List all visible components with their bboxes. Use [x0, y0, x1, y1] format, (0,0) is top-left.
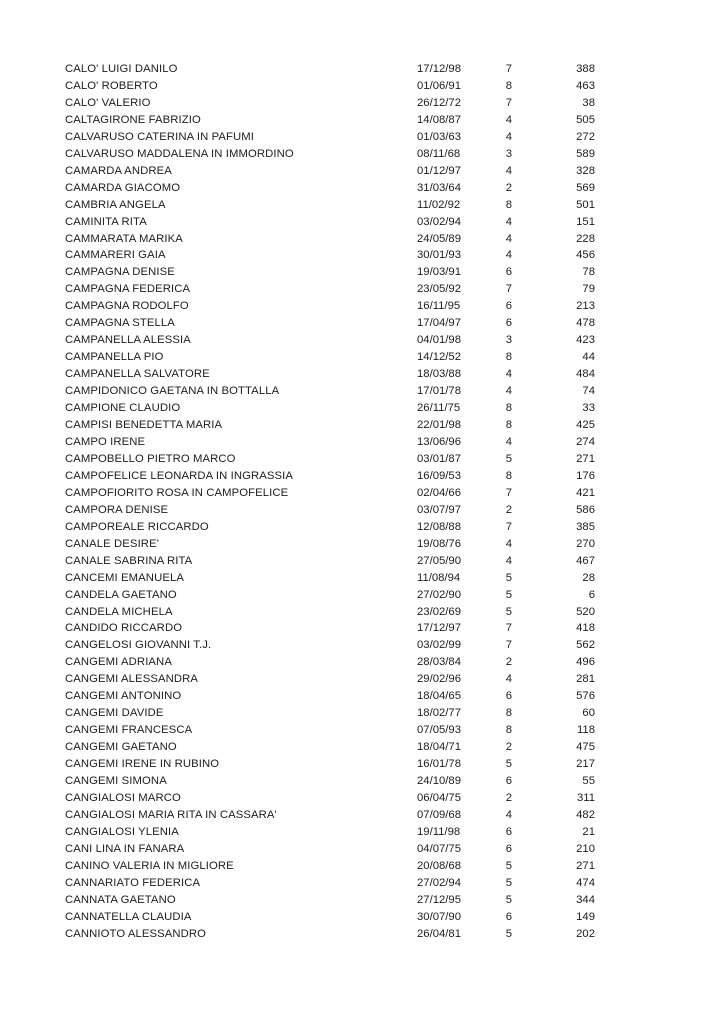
section-number: 8	[505, 198, 512, 211]
person-name: CANGEMI GAETANO	[65, 741, 177, 754]
birth-date: 11/08/94	[417, 571, 461, 584]
birth-date: 12/08/88	[417, 520, 461, 533]
person-name: CALO' LUIGI DANILO	[65, 63, 178, 75]
person-name: CAMPANELLA ALESSIA	[65, 334, 191, 347]
section-number: 4	[505, 368, 512, 381]
person-name: CALVARUSO CATERINA IN PAFUMI	[65, 130, 255, 143]
table-row	[65, 909, 595, 926]
person-name: CANNARIATO FEDERICA	[65, 876, 201, 889]
section-number: 6	[505, 690, 512, 703]
list-number: 474	[576, 876, 595, 889]
table-row	[65, 61, 595, 78]
person-name: CAMPOFIORITO ROSA IN CAMPOFELICE	[65, 486, 289, 499]
section-number: 2	[505, 181, 512, 194]
person-name: CANGEMI ANTONINO	[65, 690, 182, 703]
person-name: CANGEMI SIMONA	[65, 775, 167, 788]
person-name: CANGIALOSI MARIA RITA IN CASSARA'	[65, 808, 277, 821]
table-row	[65, 78, 595, 95]
table-row	[65, 519, 595, 536]
section-number: 8	[505, 79, 512, 92]
list-number: 281	[576, 673, 595, 686]
section-number: 5	[505, 859, 512, 872]
birth-date: 18/04/71	[417, 741, 461, 754]
section-number: 5	[505, 571, 512, 584]
list-number: 74	[582, 385, 595, 398]
list-number: 38	[582, 96, 595, 109]
list-number: 475	[576, 741, 595, 754]
person-name: CANNATELLA CLAUDIA	[65, 910, 192, 923]
birth-date: 06/04/75	[417, 791, 461, 804]
birth-date: 18/04/65	[417, 690, 461, 703]
birth-date: 16/11/95	[417, 300, 461, 313]
birth-date: 20/08/68	[417, 859, 461, 872]
list-number: 421	[576, 486, 595, 499]
table-row	[65, 146, 595, 163]
person-name: CANGEMI ALESSANDRA	[65, 673, 199, 686]
table-row	[65, 790, 595, 807]
birth-date: 03/02/94	[417, 215, 461, 228]
table-row	[65, 485, 595, 502]
section-number: 2	[505, 503, 512, 516]
birth-date: 27/02/94	[417, 876, 461, 889]
person-name: CAMPIDONICO GAETANA IN BOTTALLA	[65, 385, 280, 398]
list-number: 6	[588, 588, 595, 601]
records-table	[65, 61, 595, 943]
person-name: CAMPOFELICE LEONARDA IN INGRASSIA	[65, 469, 294, 482]
birth-date: 28/03/84	[417, 656, 461, 669]
person-name: CAMPAGNA FEDERICA	[65, 283, 191, 296]
person-name: CANCEMI EMANUELA	[65, 571, 184, 584]
list-number: 78	[582, 266, 595, 279]
birth-date: 30/07/90	[417, 910, 461, 923]
birth-date: 17/04/97	[417, 317, 461, 330]
table-row	[65, 502, 595, 519]
birth-date: 01/03/63	[417, 130, 461, 143]
section-number: 4	[505, 113, 512, 126]
birth-date: 03/07/97	[417, 503, 461, 516]
list-number: 118	[576, 724, 595, 737]
list-number: 79	[582, 283, 595, 296]
table-row	[65, 434, 595, 451]
person-name: CANGEMI DAVIDE	[65, 707, 164, 720]
list-number: 463	[576, 79, 595, 92]
table-row	[65, 807, 595, 824]
list-number: 478	[576, 317, 595, 330]
person-name: CANNATA GAETANO	[65, 893, 176, 906]
person-name: CAMPANELLA PIO	[65, 351, 164, 364]
list-number: 33	[582, 402, 595, 415]
list-number: 55	[582, 775, 595, 788]
table-row	[65, 688, 595, 705]
section-number: 6	[505, 300, 512, 313]
person-name: CANALE DESIRE'	[65, 537, 159, 550]
person-name: CANGIALOSI MARCO	[65, 791, 181, 804]
birth-date: 17/01/78	[417, 385, 461, 398]
list-number: 482	[576, 808, 595, 821]
list-number: 484	[576, 368, 595, 381]
list-number: 385	[576, 520, 595, 533]
section-number: 7	[505, 486, 512, 499]
table-row	[65, 264, 595, 281]
list-number: 311	[576, 791, 595, 804]
section-number: 4	[505, 435, 512, 448]
person-name: CANDELA MICHELA	[65, 605, 173, 618]
table-row	[65, 468, 595, 485]
person-name: CANGEMI IRENE IN RUBINO	[65, 758, 220, 771]
table-row	[65, 705, 595, 722]
birth-date: 26/04/81	[417, 927, 461, 940]
list-number: 271	[576, 452, 595, 465]
person-name: CANGEMI ADRIANA	[65, 656, 172, 669]
section-number: 4	[505, 232, 512, 245]
list-number: 176	[576, 469, 595, 482]
person-name: CANGELOSI GIOVANNI T.J.	[65, 639, 212, 652]
list-number: 569	[576, 181, 595, 194]
list-number: 456	[576, 249, 595, 262]
birth-date: 11/02/92	[417, 198, 461, 211]
section-number: 5	[505, 758, 512, 771]
person-name: CAMPISI BENEDETTA MARIA	[65, 419, 223, 432]
person-name: CAMPOBELLO PIETRO MARCO	[65, 452, 236, 465]
section-number: 4	[505, 554, 512, 567]
section-number: 8	[505, 351, 512, 364]
birth-date: 03/01/87	[417, 452, 461, 465]
section-number: 7	[505, 96, 512, 109]
list-number: 418	[576, 622, 595, 635]
list-number: 423	[576, 334, 595, 347]
table-row	[65, 95, 595, 112]
list-number: 586	[576, 503, 595, 516]
table-row	[65, 400, 595, 417]
table-row	[65, 620, 595, 637]
table-row	[65, 112, 595, 129]
birth-date: 16/09/53	[417, 469, 461, 482]
person-name: CANDIDO RICCARDO	[65, 622, 183, 635]
table-row	[65, 231, 595, 248]
list-number: 151	[576, 215, 595, 228]
list-number: 228	[576, 232, 595, 245]
list-number: 505	[576, 113, 595, 126]
birth-date: 27/02/90	[417, 588, 461, 601]
table-row	[65, 892, 595, 909]
birth-date: 14/12/52	[417, 351, 461, 364]
list-number: 44	[582, 351, 595, 364]
list-number: 496	[576, 656, 595, 669]
person-name: CANINO VALERIA IN MIGLIORE	[65, 859, 234, 872]
person-name: CAMPORA DENISE	[65, 503, 169, 516]
person-name: CAMBRIA ANGELA	[65, 198, 166, 211]
birth-date: 07/09/68	[417, 808, 461, 821]
birth-date: 26/12/72	[417, 96, 461, 109]
birth-date: 24/05/89	[417, 232, 461, 245]
table-row	[65, 722, 595, 739]
birth-date: 18/02/77	[417, 707, 461, 720]
birth-date: 24/10/89	[417, 775, 461, 788]
list-number: 344	[576, 893, 595, 906]
person-name: CAMARDA ANDREA	[65, 164, 172, 177]
section-number: 4	[505, 164, 512, 177]
person-name: CALVARUSO MADDALENA IN IMMORDINO	[65, 147, 294, 160]
birth-date: 23/02/69	[417, 605, 461, 618]
table-row	[65, 637, 595, 654]
person-name: CAMMARATA MARIKA	[65, 232, 183, 245]
person-name: CAMPIONE CLAUDIO	[65, 402, 181, 415]
table-row	[65, 536, 595, 553]
table-row	[65, 756, 595, 773]
list-number: 217	[576, 758, 595, 771]
table-row	[65, 587, 595, 604]
person-name: CAMPAGNA RODOLFO	[65, 300, 189, 313]
birth-date: 01/06/91	[417, 79, 461, 92]
list-number: 60	[582, 707, 595, 720]
list-number: 202	[576, 927, 595, 940]
birth-date: 08/11/68	[417, 147, 461, 160]
birth-date: 01/12/97	[417, 164, 461, 177]
table-row	[65, 332, 595, 349]
list-number: 210	[576, 842, 595, 855]
section-number: 6	[505, 825, 512, 838]
list-number: 562	[576, 639, 595, 652]
section-number: 5	[505, 605, 512, 618]
table-row	[65, 214, 595, 231]
birth-date: 18/03/88	[417, 368, 461, 381]
section-number: 5	[505, 588, 512, 601]
section-number: 2	[505, 656, 512, 669]
birth-date: 31/03/64	[417, 181, 461, 194]
section-number: 5	[505, 452, 512, 465]
table-row	[65, 654, 595, 671]
section-number: 6	[505, 775, 512, 788]
person-name: CANI LINA IN FANARA	[65, 842, 185, 855]
person-name: CAMINITA RITA	[65, 215, 147, 228]
section-number: 8	[505, 724, 512, 737]
list-number: 272	[576, 130, 595, 143]
section-number: 7	[505, 520, 512, 533]
list-number: 149	[576, 910, 595, 923]
birth-date: 17/12/97	[417, 622, 461, 635]
table-row	[65, 180, 595, 197]
section-number: 7	[505, 283, 512, 296]
section-number: 7	[505, 622, 512, 635]
person-name: CAMPANELLA SALVATORE	[65, 368, 210, 381]
section-number: 3	[505, 334, 512, 347]
list-number: 274	[576, 435, 595, 448]
birth-date: 07/05/93	[417, 724, 461, 737]
list-number: 388	[576, 63, 595, 75]
birth-date: 04/07/75	[417, 842, 461, 855]
table-row	[65, 824, 595, 841]
birth-date: 16/01/78	[417, 758, 461, 771]
section-number: 6	[505, 842, 512, 855]
list-number: 467	[576, 554, 595, 567]
birth-date: 04/01/98	[417, 334, 461, 347]
person-name: CAMPAGNA STELLA	[65, 317, 175, 330]
person-name: CANDELA GAETANO	[65, 588, 177, 601]
section-number: 5	[505, 893, 512, 906]
section-number: 6	[505, 266, 512, 279]
birth-date: 19/08/76	[417, 537, 461, 550]
birth-date: 19/03/91	[417, 266, 461, 279]
table-row	[65, 739, 595, 756]
section-number: 8	[505, 419, 512, 432]
table-row	[65, 875, 595, 892]
birth-date: 30/01/93	[417, 249, 461, 262]
table-row	[65, 841, 595, 858]
table-row	[65, 163, 595, 180]
section-number: 5	[505, 876, 512, 889]
section-number: 7	[505, 63, 512, 75]
person-name: CAMPAGNA DENISE	[65, 266, 175, 279]
person-name: CANGEMI FRANCESCA	[65, 724, 193, 737]
section-number: 5	[505, 927, 512, 940]
list-number: 520	[576, 605, 595, 618]
person-name: CAMARDA GIACOMO	[65, 181, 181, 194]
person-name: CANGIALOSI YLENIA	[65, 825, 179, 838]
person-name: CANALE SABRINA RITA	[65, 554, 193, 567]
list-number: 270	[576, 537, 595, 550]
section-number: 4	[505, 537, 512, 550]
list-number: 213	[576, 300, 595, 313]
birth-date: 29/02/96	[417, 673, 461, 686]
table-row	[65, 773, 595, 790]
table-row	[65, 417, 595, 434]
section-number: 4	[505, 808, 512, 821]
table-row	[65, 451, 595, 468]
table-row	[65, 553, 595, 570]
table-row	[65, 247, 595, 264]
section-number: 4	[505, 673, 512, 686]
section-number: 4	[505, 249, 512, 262]
birth-date: 27/12/95	[417, 893, 461, 906]
list-number: 21	[582, 825, 595, 838]
table-row	[65, 281, 595, 298]
section-number: 4	[505, 385, 512, 398]
table-row	[65, 570, 595, 587]
table-row	[65, 604, 595, 621]
section-number: 3	[505, 147, 512, 160]
section-number: 8	[505, 469, 512, 482]
person-name: CALTAGIRONE FABRIZIO	[65, 113, 201, 126]
list-number: 501	[576, 198, 595, 211]
list-number: 28	[582, 571, 595, 584]
list-number: 328	[576, 164, 595, 177]
section-number: 4	[505, 130, 512, 143]
section-number: 2	[505, 791, 512, 804]
table-row	[65, 298, 595, 315]
person-name: CAMPOREALE RICCARDO	[65, 520, 209, 533]
person-name: CALO' VALERIO	[65, 96, 151, 109]
birth-date: 27/05/90	[417, 554, 461, 567]
birth-date: 22/01/98	[417, 419, 461, 432]
table-row	[65, 366, 595, 383]
list-number: 271	[576, 859, 595, 872]
person-name: CALO' ROBERTO	[65, 79, 158, 92]
list-number: 589	[576, 147, 595, 160]
table-row	[65, 197, 595, 214]
table-row	[65, 671, 595, 688]
person-name: CAMPO IRENE	[65, 435, 146, 448]
birth-date: 03/02/99	[417, 639, 461, 652]
birth-date: 02/04/66	[417, 486, 461, 499]
list-number: 576	[576, 690, 595, 703]
section-number: 8	[505, 402, 512, 415]
table-row	[65, 858, 595, 875]
birth-date: 23/05/92	[417, 283, 461, 296]
table-row	[65, 926, 595, 943]
table-row	[65, 383, 595, 400]
birth-date: 14/08/87	[417, 113, 461, 126]
birth-date: 13/06/96	[417, 435, 461, 448]
section-number: 8	[505, 707, 512, 720]
person-name: CANNIOTO ALESSANDRO	[65, 927, 207, 940]
birth-date: 26/11/75	[417, 402, 461, 415]
birth-date: 19/11/98	[417, 825, 461, 838]
table-row	[65, 349, 595, 366]
table-row	[65, 315, 595, 332]
person-name: CAMMARERI GAIA	[65, 249, 166, 262]
section-number: 4	[505, 215, 512, 228]
section-number: 2	[505, 741, 512, 754]
section-number: 6	[505, 910, 512, 923]
section-number: 6	[505, 317, 512, 330]
table-row	[65, 129, 595, 146]
birth-date: 17/12/98	[417, 63, 461, 75]
list-number: 425	[576, 419, 595, 432]
section-number: 7	[505, 639, 512, 652]
